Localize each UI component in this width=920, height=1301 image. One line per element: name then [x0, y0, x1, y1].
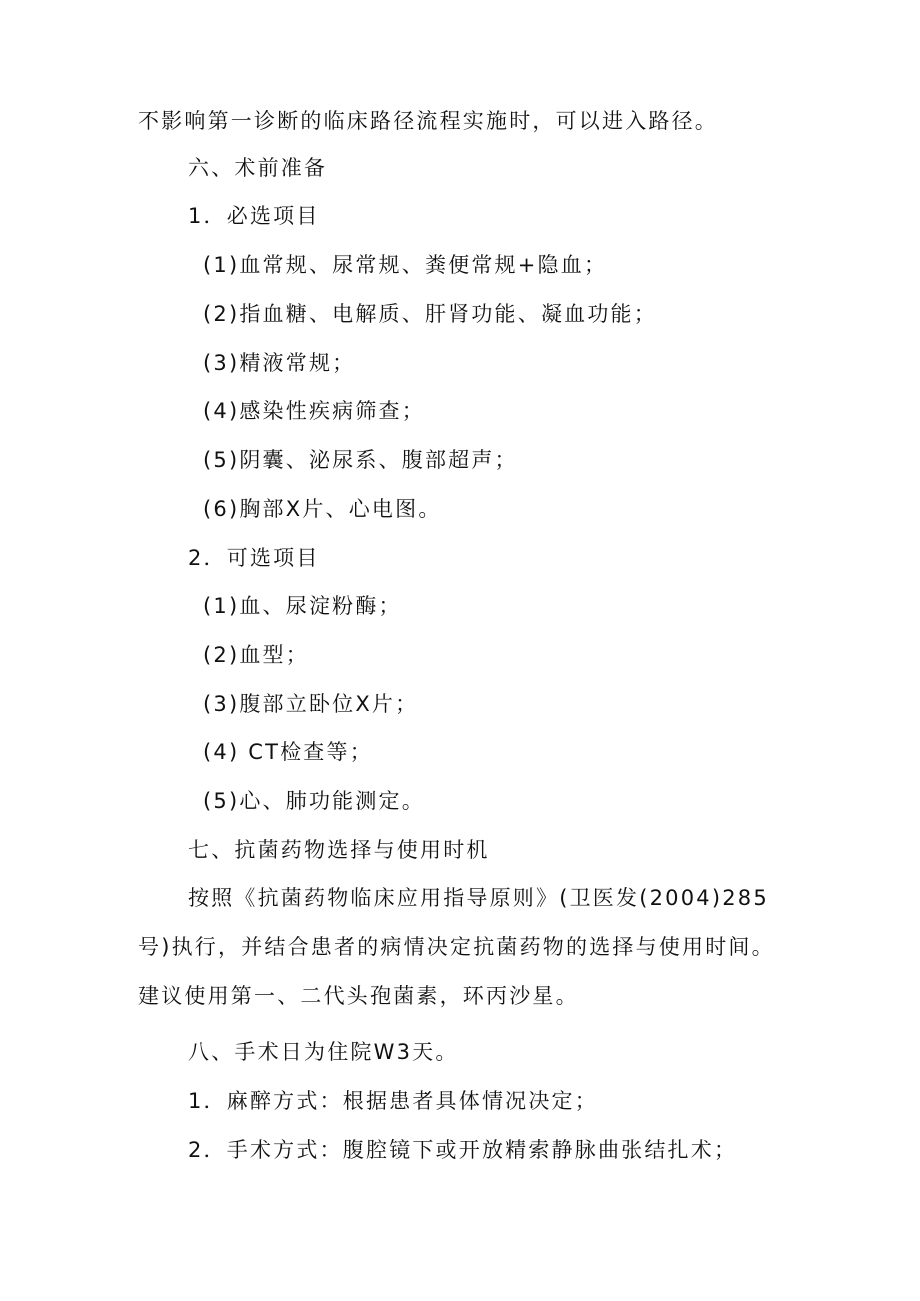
- required-item: (3)精液常规；: [203, 351, 356, 375]
- required-item: (4)感染性疾病筛查；: [203, 399, 425, 423]
- surgery-item: 1．麻醉方式：根据患者具体情况决定；: [188, 1089, 598, 1113]
- paragraph-line: 按照《抗菌药物临床应用指导原则》(卫医发(2004)285: [188, 886, 769, 910]
- section-heading-antibiotics: 七、抗菌药物选择与使用时机: [188, 838, 490, 862]
- optional-item: (2)血型；: [203, 643, 309, 667]
- required-item: (6)胸部X片、心电图。: [203, 497, 442, 521]
- optional-item: (3)腹部立卧位X片；: [203, 692, 419, 716]
- section-heading-preop: 六、术前准备: [188, 156, 328, 180]
- continuation-text: 不影响第一诊断的临床路径流程实施时，可以进入路径。: [138, 109, 718, 133]
- section-heading-surgery-day: 八、手术日为住院W3天。: [188, 1040, 459, 1064]
- optional-item: (1)血、尿淀粉酶；: [203, 594, 402, 618]
- optional-item: (4) CT检查等；: [203, 740, 373, 764]
- paragraph-line: 建议使用第一、二代头孢菌素，环丙沙星。: [138, 984, 579, 1008]
- required-item: (5)阴囊、泌尿系、腹部超声；: [203, 448, 518, 472]
- subheading-optional-items: 2．可选项目: [188, 546, 320, 570]
- subheading-required-items: 1．必选项目: [188, 204, 320, 228]
- surgery-item: 2．手术方式：腹腔镜下或开放精索静脉曲张结扎术；: [188, 1138, 738, 1162]
- optional-item: (5)心、肺功能测定。: [203, 789, 425, 813]
- paragraph-line: 号)执行，并结合患者的病情决定抗菌药物的选择与使用时间。: [138, 935, 775, 959]
- required-item: (1)血常规、尿常规、粪便常规+隐血；: [203, 253, 608, 277]
- required-item: (2)指血糖、电解质、肝肾功能、凝血功能；: [203, 302, 657, 326]
